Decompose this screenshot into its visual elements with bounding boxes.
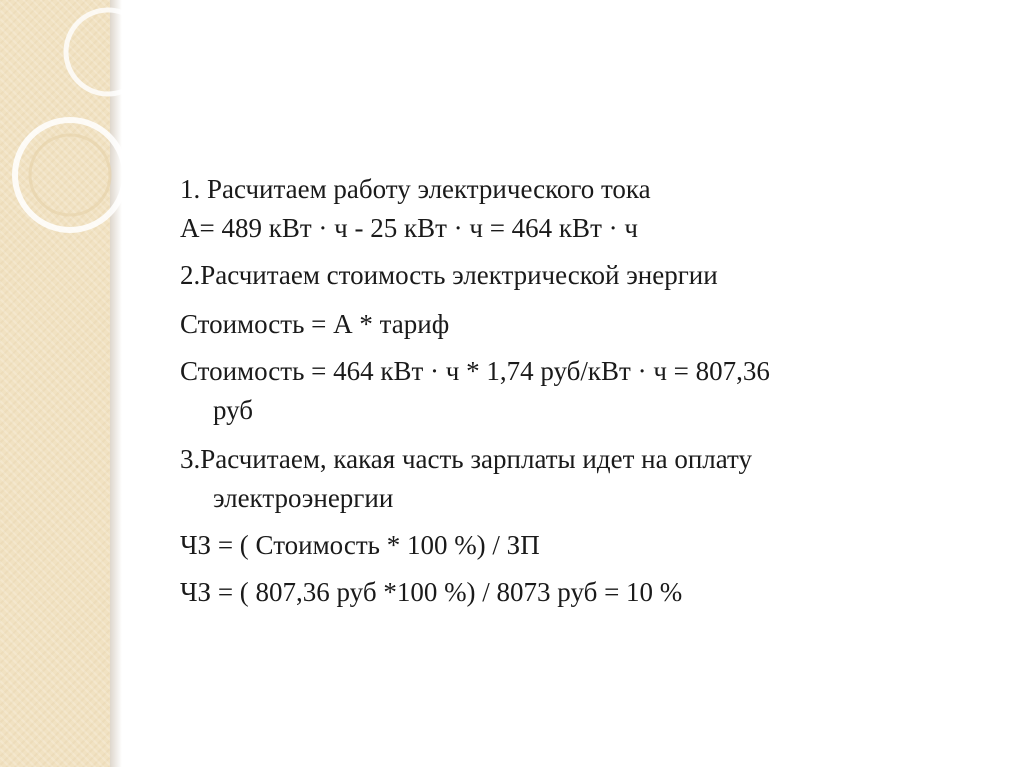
decorative-side-band (0, 0, 110, 767)
cost-calculation-unit: руб (213, 395, 254, 425)
share-formula: ЧЗ = ( Стоимость * 100 %) / ЗП (180, 530, 540, 560)
step-3-heading: 3.Расчитаем, какая часть зарплаты идет на оплату (180, 444, 752, 474)
side-band-shadow (110, 0, 122, 767)
slide-body (180, 170, 980, 612)
cost-calculation: Стоимость = 464 кВт · ч * 1,74 руб/кВт · ч = 807,36 (180, 356, 770, 386)
share-calculation: ЧЗ = ( 807,36 руб *100 %) / 8073 руб = 10 % (180, 577, 683, 607)
step-2-heading: 2.Расчитаем стоимость электрической энергии (180, 260, 718, 290)
step-1-heading: 1. Расчитаем работу электрического тока (180, 174, 651, 204)
step-3-heading-continued: электроэнергии (213, 483, 394, 513)
cost-formula: Стоимость = А * тариф (180, 309, 450, 339)
work-formula: А= 489 кВт · ч - 25 кВт · ч = 464 кВт · ч (180, 213, 638, 243)
